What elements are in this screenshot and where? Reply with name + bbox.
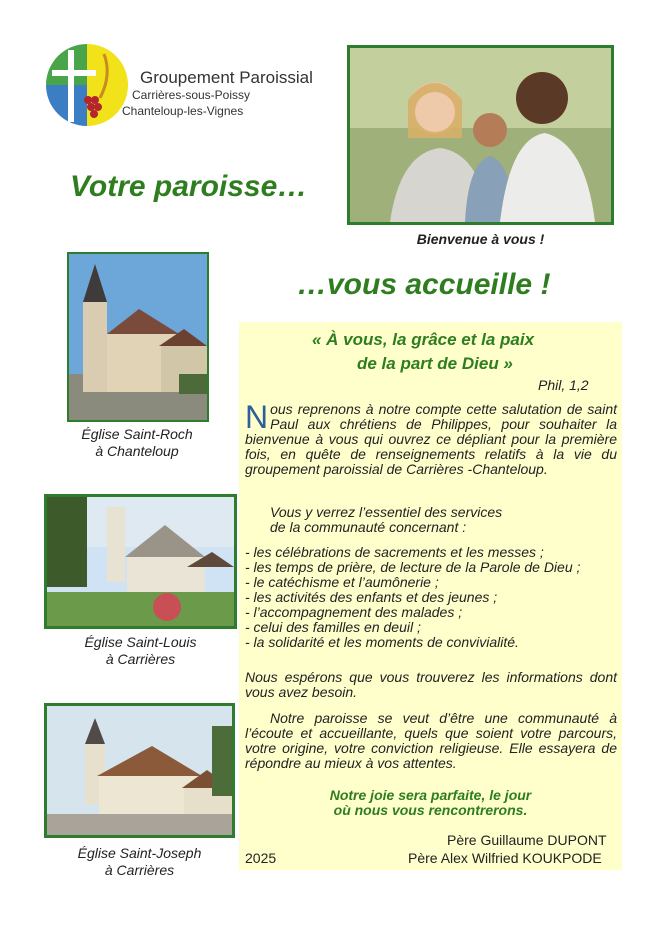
logo-place-1: Carrières-sous-Poissy [132,88,251,102]
intro-paragraph [245,399,617,477]
community-paragraph: Notre paroisse se veut d’être une communauté à l’écoute et accueillante, quels que soient votre parcours, votre origine, votre conviction religieuse. Elle essayera de répondre au mieux à vos attentes. [245,710,617,771]
logo-title: Groupement Paroissial [140,68,313,87]
list-item: - les temps de prière, de lecture de la Parole de Dieu ; [245,559,581,575]
services-list [245,545,623,650]
intro-text: ous reprenons à notre compte cette salutation de saint Paul aux chrétiens de Philippes, pour souhaiter la bienvenue à vous qui ouvrez ce dépliant pour la première fois, en quête de renseignements relatifs à la vie du groupement paroissial de Carrières -Chanteloup. [245,401,617,477]
quote-reference: Phil, 1,2 [538,377,589,393]
year: 2025 [245,850,277,866]
caption-saint-joseph [44,845,235,879]
logo-place-2: Chanteloup-les-Vignes [122,104,244,118]
family-photo [347,45,614,225]
list-item: - les célébrations de sacrements et les messes ; [245,544,544,560]
drop-cap: N [245,399,269,435]
services-intro-line-2: de la communauté concernant : [270,519,467,535]
signature-2: Père Alex Wilfried KOUKPODE [408,850,602,866]
quote-line-2: de la part de Dieu » [357,354,513,373]
quote-line-1: « À vous, la grâce et la paix [312,330,535,349]
church-saint-roch-photo [67,252,209,422]
caption-saint-roch [62,426,212,460]
parish-logo [42,40,132,130]
signature-1: Père Guillaume DUPONT [447,832,607,848]
caption-saint-louis [44,634,237,668]
services-intro [245,505,617,535]
list-item: - le catéchisme et l’aumônerie ; [245,574,439,590]
church-place: à Carrières [104,862,175,878]
page-title-left: Votre paroisse… [70,170,308,203]
list-item: - les activités des enfants et des jeunes ; [245,589,498,605]
services-intro-line-1: Vous y verrez l’essentiel des services [270,504,503,520]
church-saint-joseph-photo [44,703,235,838]
hope-paragraph: Nous espérons que vous trouverez les informations dont vous avez besoin. [245,669,617,700]
church-place: à Chanteloup [95,443,179,459]
welcome-caption: Bienvenue à vous ! [416,231,545,247]
closing-line-2: où nous vous rencontrerons. [333,802,528,818]
church-place: à Carrières [105,651,176,667]
church-name: Église Saint-Roch [81,426,193,442]
list-item: - celui des familles en deuil ; [245,619,421,635]
church-name: Église Saint-Joseph [77,845,202,861]
list-item: - la solidarité et les moments de convivialité. [245,634,519,650]
church-name: Église Saint-Louis [84,634,197,650]
closing-message [239,788,622,818]
page-title-right: …vous accueille ! [297,268,551,301]
list-item: - l’accompagnement des malades ; [245,604,463,620]
closing-line-1: Notre joie sera parfaite, le jour [329,787,532,803]
church-saint-louis-photo [44,494,237,629]
